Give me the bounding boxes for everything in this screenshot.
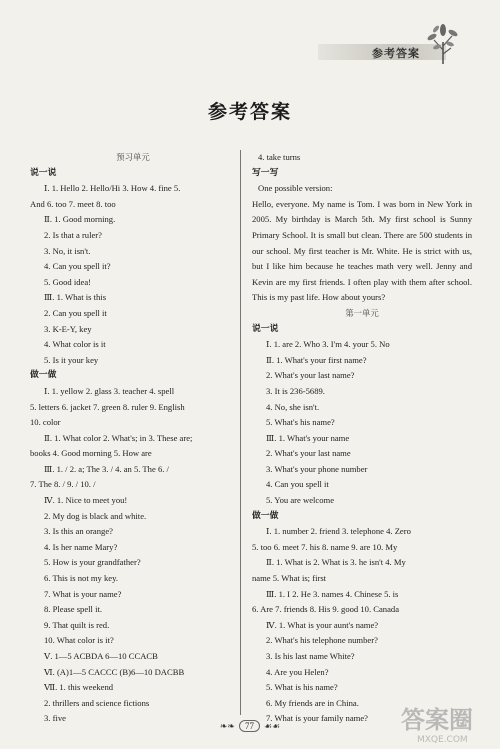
answer-line: 3. Is his last name White? [266,651,355,661]
answer-column-right [252,150,472,727]
ornament-right: ☙☙ [263,721,281,731]
answer-line: Ⅱ. 1. What's your first name? [266,354,367,365]
answer-line: 6. My friends are in China. [266,697,359,708]
page-number-value: 77 [239,720,260,732]
answer-line: Ⅰ. 1. are 2. Who 3. I'm 4. your 5. No [266,339,390,350]
answer-line: 4. Can you spell it [266,479,329,490]
answer-line: Ⅱ. 1. Good morning. [44,214,116,225]
answer-line: 4. What color is it [44,339,106,350]
section-heading: 说一说 [30,167,57,178]
answer-line: Ⅲ. 1. What's your name [266,432,350,443]
answer-line: 10. color [30,417,61,428]
answer-line: 6. Are 7. friends 8. His 9. good 10. Canada [252,604,400,615]
watermark-logo [395,700,495,746]
section-heading: 做一做 [30,370,57,381]
answer-line: 4. Can you spell it? [44,261,111,272]
answer-line: Ⅴ. 1—5 ACBDA 6—10 CCACB [44,651,158,661]
answer-line: 2. What's your last name [266,448,351,459]
answer-line: 5. What is his name? [266,682,338,693]
answer-line: 3. Is this an orange? [44,526,113,537]
answer-line: 10. What color is it? [44,635,114,646]
answer-line: 5. too 6. meet 7. his 8. name 9. are 10. My [252,541,398,552]
answer-line: name 5. What is; first [252,573,327,584]
answer-line: Ⅰ. 1. yellow 2. glass 3. teacher 4. spell [44,385,175,396]
answer-line: 2. What's your last name? [266,370,355,381]
answer-line: 5. You are welcome [266,495,335,506]
answer-line: Ⅱ. 1. What color 2. What's; in 3. These are; [44,432,193,443]
ornament-left: ❧❧ [219,721,235,731]
page-title: 参考答案 [207,101,292,123]
answer-line: 8. Please spell it. [44,604,102,615]
answer-line: 4. Is her name Mary? [44,541,118,552]
answer-line: 4. take turns [258,152,301,162]
answer-line: 7. What is your family name? [266,713,368,724]
answer-line: 9. That quilt is red. [44,619,110,630]
unit-title: 第一单元 [345,308,379,318]
answer-line: 3. five [44,713,66,724]
answer-line: 5. Good idea! [44,276,92,287]
section-heading: 写一写 [252,167,279,178]
tree-icon [420,20,466,66]
answer-line: 2. Can you spell it [44,307,107,318]
answer-line: 2. Is that a ruler? [44,229,102,240]
answer-column-left [30,150,236,727]
answer-line: Ⅰ. 1. Hello 2. Hello/Hi 3. How 4. fine 5. [44,183,181,194]
answer-line: 4. Are you Helen? [266,666,329,677]
answer-line: 7. What is your name? [44,588,122,599]
answer-line: 5. What's his name? [266,417,335,428]
answer-line: Ⅵ. (A)1—5 CACCC (B)6—10 DACBB [44,666,185,677]
answer-line: books 4. Good morning 5. How are [30,448,152,459]
answer-line: Ⅳ. 1. What is your aunt's name? [266,619,379,630]
answer-line: 6. This is not my key. [44,573,119,584]
answer-line: 7. The 8. / 9. / 10. / [30,479,96,490]
answer-line: Ⅱ. 1. What is 2. What is 3. he isn't 4. My [266,557,406,568]
watermark-sub: MXQE.COM [417,735,468,745]
answer-line: And 6. too 7. meet 8. too [30,198,116,209]
section-heading: 做一做 [252,510,279,521]
watermark-text: 答案圈 [401,706,473,734]
answer-line: 2. thrillers and science fictions [44,697,150,708]
answer-line: 3. It is 236-5689. [266,385,325,396]
answer-line: Ⅲ. 1. / 2. a; The 3. / 4. an 5. The 6. / [44,463,169,474]
answer-line: 2. What's his telephone number? [266,635,378,646]
unit-title: 预习单元 [116,153,150,162]
answer-line: Ⅲ. 1. I 2. He 3. names 4. Chinese 5. is [266,588,399,599]
answer-line: Hello, everyone. My name is Tom. I was born in New York in 2005. My birthday is March 5th. My first school is Sunny Primary School. It is small but clean. There are 500 students in our school. My first teacher is Mr. White. He is strict with us, but I like him because he teaches math very well. Jenny and Kevin are my first friends. I often play with them after school. This is my past life. How about yours? [252,198,472,303]
answer-line: Ⅲ. 1. What is this [44,292,107,303]
answer-line: One possible version: [258,183,333,194]
answer-line: 3. What's your phone number [266,463,368,474]
answer-line: Ⅰ. 1. number 2. friend 3. telephone 4. Zero [266,526,411,537]
column-divider [240,150,241,715]
answer-line: 5. How is your grandfather? [44,557,141,568]
answer-line: 5. Is it your key [44,354,99,365]
answer-line: 4. No, she isn't. [266,401,320,412]
section-heading: 说一说 [252,323,279,334]
answer-line: 3. No, it isn't. [44,245,91,256]
answer-line: Ⅶ. 1. this weekend [44,682,114,693]
answer-line: Ⅳ. 1. Nice to meet you! [44,495,128,506]
answer-line: 5. letters 6. jacket 7. green 8. ruler 9. English [30,401,185,412]
header-label: 参考答案 [372,47,420,60]
answer-line: 3. K-E-Y, key [44,323,92,334]
answer-line: 2. My dog is black and white. [44,510,147,521]
